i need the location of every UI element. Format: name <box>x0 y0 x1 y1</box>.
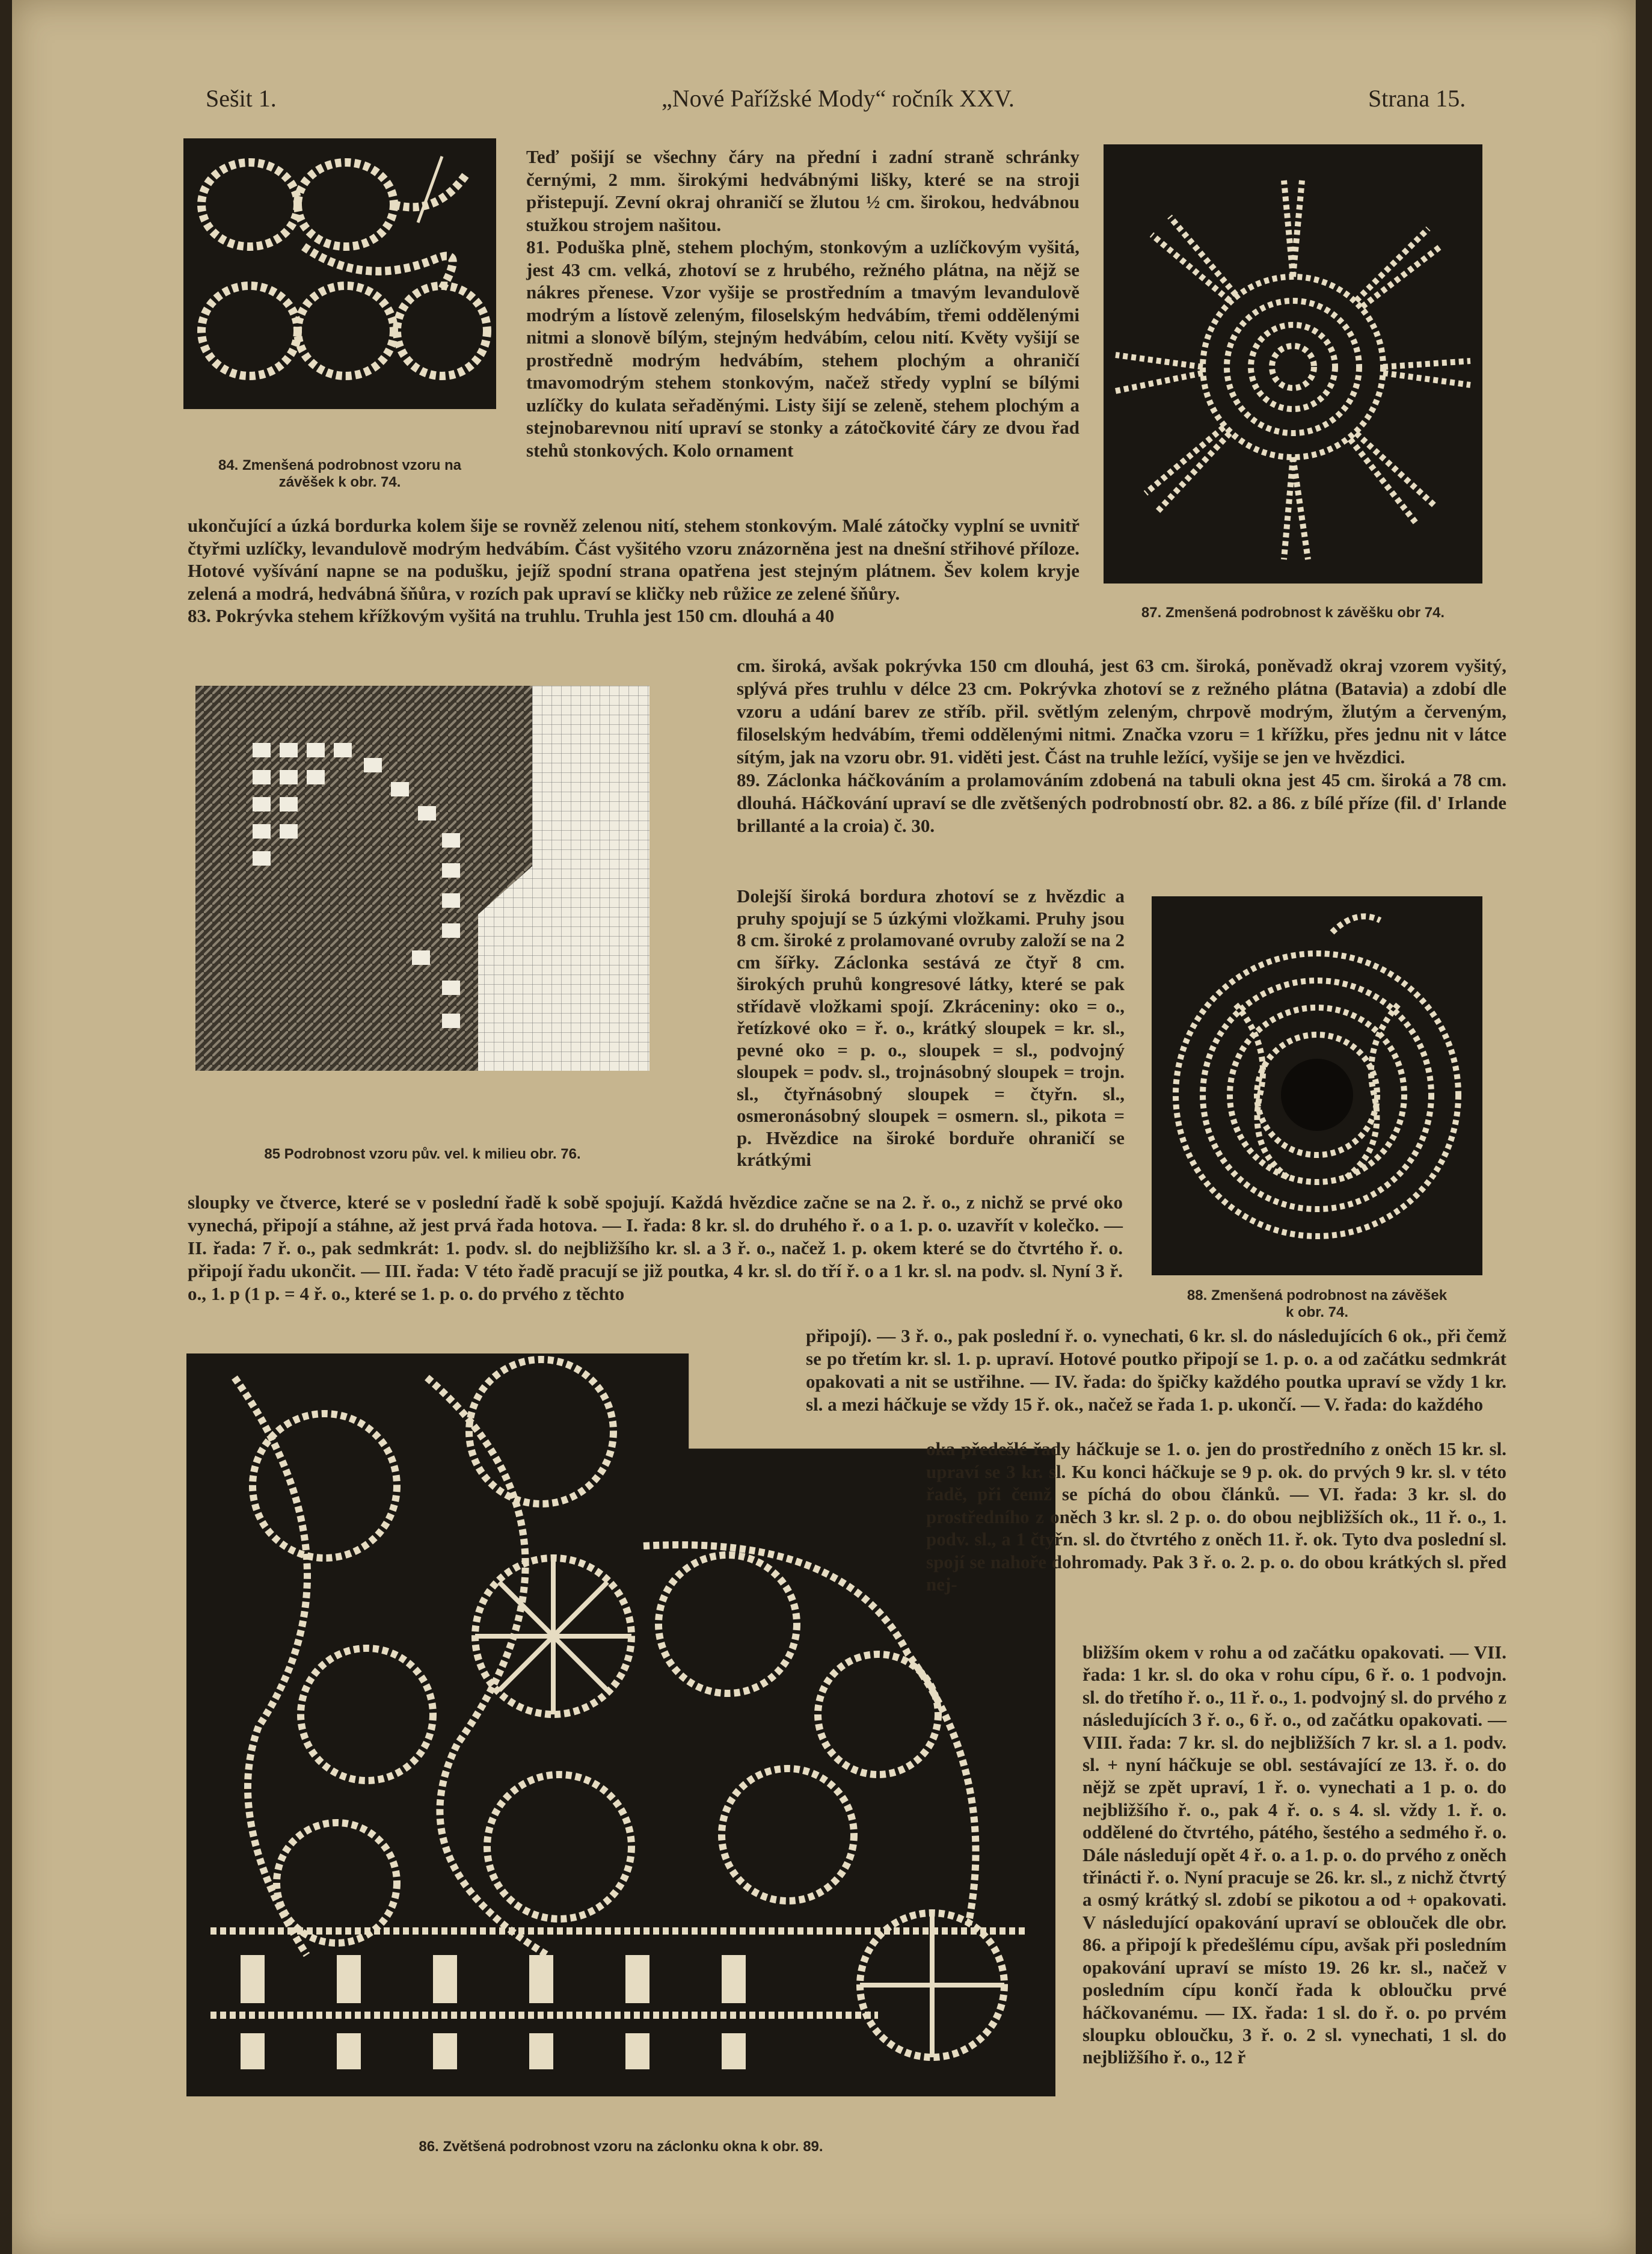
figure-88-round-motif <box>1152 896 1482 1275</box>
figure-86-caption: 86. Zvětšená podrobnost vzoru na záclonku okna k obr. 89. <box>419 2139 823 2155</box>
magazine-title: „Nové Pařížské Mody“ ročník XXV. <box>662 85 1015 112</box>
article-text-upper-wide: ukončující a úzká bordurka kolem šije se rovněž zelenou nití, stehem stonkovým. Malé zátočky vyplní se uvnitř čtyřmi uzlíčky, levandulově modrým hedvábím. Část vyšitého vzoru znázorněna jest na dnešní střihové příloze. Hotové vyšívání napne se na podušku, jejíž spodní strana opatřena jest stejným plátnem. Šev kolem kryje zelená a modrá, hedvábná šňůra, v rozích pak upraví se kličky neb růžice ze zelené šňůry. 83. Pokrývka stehem křížkovým vyšitá na truhlu. Truhla jest 150 cm. dlouhá a 40 <box>188 515 1079 626</box>
article-text-right-upper: připojí). — 3 ř. o., pak poslední ř. o. vynechati, 6 kr. sl. do následujících 6 ok., při čemž se po třetím kr. sl. 1. p. upraví. Hotové poutko připojí se 1. p. o. a od začátku sedmkrát opakovati a nit se ustřihne. — IV. řada: do špičky každého poutka upraví se vždy 1 kr. sl. a mezi háčkuje se vždy 15 ř. ok., načež se řada 1. p. ukončí. — V. řada: do každého <box>806 1325 1506 1415</box>
magazine-page <box>12 0 1636 2254</box>
figure-86-crochet-lace <box>186 1353 1055 2096</box>
article-text-top: Teď pošijí se všechny čáry na přední i zadní straně schránky černými, 2 mm. širokými hedvábnými lišky, které se na stroji přistepují. Zevní okraj ohraničí se žlutou ½ cm. širokou, hedvábnou stužkou strojem našitou. 81. Poduška plně, stehem plochým, stonkovým a uzlíčkovým vyšitá, jest 43 cm. velká, zhotoví se z hrubého, režného plátna, na nějž se nákres přenese. Vzor vyšije se prostředním a tmavým levandulově modrým a lístově zeleným, filoselským hedvábím, třemi oddělenými nitmi a slonově bílým, stejným hedvábím, celou nití. Květy vyšijí se prostředně modrým hedvábím, stehem plochým a ohraničí tmavomodrým stehem stonkovým, načež středy vyplní se bílými uzlíčky do kulata seřaděnými. Listy šijí se zeleně, stehem plochým a stejnobarevnou nití upraví se stonky a zátočkovité čáry ze dvou řad stehů stonkových. Kolo ornament <box>526 146 1079 461</box>
article-text-lower-wide: sloupky ve čtverce, které se v poslední řadě k sobě spojují. Každá hvězdice začne se na 2. ř. o., z nichž se prvé oko vynechá, připojí a stáhne, až jest prvá řada hotova. — I. řada: 8 kr. sl. do druhého ř. o a 1. p. o. uzavřít v kolečko. — II. řada: 7 ř. o., pak sedmkrát: 1. podv. sl. do nejbližšího kr. sl. a 3 ř. o., načež 1. p. okem které se do čtvrtého ř. o. připojí řadu ukončit. — III. řada: V této řadě pracují se již poutka, 4 kr. sl. do tří ř. o a 1 kr. sl. na podv. sl. Nyní 3 ř. o., 1. p (1 p. = 4 ř. o., které se 1. p. o. do prvého z těchto <box>188 1192 1123 1304</box>
figure-85-caption: 85 Podrobnost vzoru pův. vel. k milieu obr. 76. <box>264 1146 581 1162</box>
figure-84-caption: 84. Zmenšená podrobnost vzoru na závěšek k obr. 74. <box>218 457 462 490</box>
figure-87-caption: 87. Zmenšená podrobnost k závěšku obr 74. <box>1141 605 1445 621</box>
article-text-right-lower: bližším okem v rohu a od začátku opakovati. — VII. řada: 1 kr. sl. do oka v rohu cípu, 6 ř. o. 1 podvojn. sl. do třetího ř. o., 11 ř. o., 1. podvojný sl. do prvého z následujících 3 ř. o., 6 ř. o., od začátku opakovati. — VIII. řada: 7 kr. sl. do nejbližších 7 kr. sl. a 1. podv. sl. + nyní háčkuje se obl. sestávající ze 13. ř. o. do nějž se zpět upraví, 1 ř. o. vynechati a 1 p. o. do nejbližšího ř. o., pak 4 ř. o. s 4. sl. vždy 1. ř. o. oddělené do čtvrtého, pátého, šestého a sedmého ř. o. Dále následují opět 4 ř. o. a 1. p. o. do prvého z oněch třinácti ř. o. Nyní pracuje se 26. kr. sl., z nichž čtvrtý a osmý krátký sl. zdobí se pikotou a od + opakovati. V následující opakování upraví se oblouček dle obr. 86. a připojí k předešlému cípu, avšak při posledním opakování upraví se místo 19. 26 kr. sl., načež v posledním cípu končí řada k obloučku prvé háčkovanému. — IX. řada: 1 sl. do ř. o. po prvém sloupku obloučku, 3 ř. o. 2 sl. vynechati, 1 sl. do nejbližšího ř. o., 12 ř <box>1082 1642 1506 2068</box>
article-text-narrow: Dolejší široká bordura zhotoví se z hvězdic a pruhy spojují se 5 úzkými vložkami. Pruhy jsou 8 cm. široké z prolamované ovruby založí se na 2 cm šířky. Záclonka sestává ze čtyř 8 cm. širokých pruhů kongresové látky, které se pak střídavě vložkami spojí. Zkráceniny: oko = o., řetízkové oko = ř. o., krátký sloupek = kr. sl., pevné oko = p. o., sloupek = sl., podvojný sloupek = podv. sl., trojnásobný sloupek = trojn. sl., čtyřnásobný sloupek = čtyřn. sl., osmeronásobný sloupek = osmern. sl., pikota = p. Hvězdice na široké borduře ohraničí se krátkými <box>737 885 1125 1170</box>
figure-85-cross-stitch <box>195 686 649 1071</box>
article-text-right-middle: oka předešlé řady háčkuje se 1. o. jen do prostředního z oněch 15 kr. sl. upraví se 3 kr. sl. Ku konci háčkuje se 9 p. ok. do prvých 9 kr. sl. v této řadě, při čemž se píchá do obou článků. — VI. řada: 3 kr. sl. do prostředního z oněch 3 kr. sl. 2 p. o. do obou nejbližších ok., 11 ř. o., 1. podv. sl., a 1 čtyřn. sl. do čtvrtého z oněch 11. ř. ok. Tyto dva poslední sl. spojí se nahoře dohromady. Pak 3 ř. o. 2. p. o. do obou krátkých sl. před nej- <box>926 1438 1506 1595</box>
page-number: Strana 15. <box>1368 85 1466 112</box>
figure-84-chain-loops <box>183 138 496 409</box>
issue-number: Sešit 1. <box>206 85 277 112</box>
figure-88-caption: 88. Zmenšená podrobnost na závěšek k obr. 74. <box>1187 1287 1448 1320</box>
figure-87-star-motif <box>1104 144 1482 584</box>
article-text-middle-right: cm. široká, avšak pokrývka 150 cm dlouhá, jest 63 cm. široká, poněvadž okraj vzorem vyšitý, splývá přes truhlu v délce 23 cm. Pokrývka zhotoví se z režného plátna (Batavia) a zdobí dle vzoru a udání barev ze stříb. přil. světlým zeleným, chrpově modrým, žlutým a červeným, filoselským hedvábím, třemi oddělenými nitmi. Značka vzoru = 1 křížku, přes jednu nit v látce sítým, jak na vzoru obr. 91. viděti jest. Část na truhle ležící, vyšije se jen ve hvězdici. 89. Záclonka háčkováním a prolamováním zdobená na tabuli okna jest 45 cm. široká a 78 cm. dlouhá. Háčkování upraví se dle zvětšených podrobností obr. 82. a 86. z bílé příze (fil. d' Irlande brillanté a la croia) č. 30. <box>737 655 1506 836</box>
